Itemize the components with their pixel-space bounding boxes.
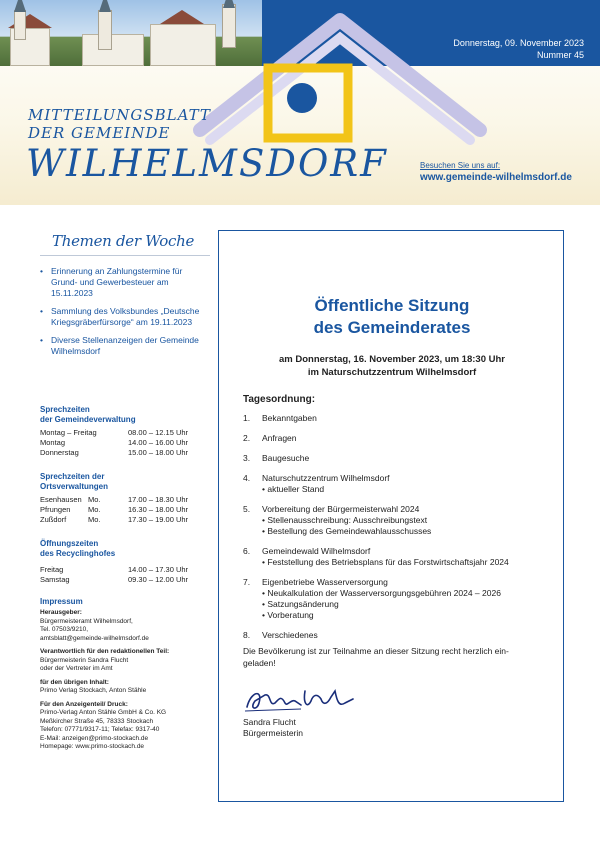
agenda-number: 1. — [243, 413, 251, 423]
meeting-notice — [218, 230, 564, 802]
agenda-text: Anfragen — [262, 433, 297, 443]
themen-list — [40, 266, 210, 357]
section-title-line: Sprechzeiten — [40, 405, 90, 414]
section-title-line: Ortsverwaltungen — [40, 482, 109, 491]
gemeindeverwaltung-section — [40, 405, 210, 458]
agenda-subitem: • Bestellung des Gemeindewahlausschusses — [262, 526, 553, 537]
notice-location-line: im Naturschutzzentrum Wilhelmsdorf — [307, 367, 477, 378]
hours-day: Donnerstag — [40, 448, 79, 457]
hours-row — [40, 448, 210, 458]
impressum-line: Primo-Verlag Anton Stähle GmbH & Co. KG — [40, 709, 167, 716]
agenda-item — [243, 453, 553, 464]
impressum-label: Herausgeber: — [40, 609, 82, 616]
agenda-number: 2. — [243, 433, 251, 443]
themen-header — [40, 230, 210, 256]
hours-row — [40, 495, 210, 505]
impressum-section — [40, 597, 210, 752]
issue-info — [453, 37, 584, 61]
hours-row — [40, 575, 210, 585]
agenda-text: Verschiedenes — [262, 630, 318, 640]
impressum-email[interactable]: amtsblatt@gemeinde-wilhelmsdorf.de — [40, 634, 149, 642]
impressum-email[interactable]: E-Mail: anzeigen@primo-stockach.de — [40, 734, 149, 742]
hours-time: 09.30 – 12.00 Uhr — [128, 575, 189, 584]
hours-row — [40, 565, 210, 575]
agenda-subitem: • Feststellung des Betriebsplans für das Forstwirtschaftsjahr 2024 — [262, 557, 553, 568]
hours-time: 14.00 – 17.30 Uhr — [128, 565, 189, 574]
impressum-line: Primo Verlag Stockach, Anton Stähle — [40, 687, 147, 694]
impressum-line: Bürgermeisterin Sandra Flucht — [40, 656, 129, 664]
impressum-label: Für den Anzeigenteil/ Druck: — [40, 700, 128, 708]
themen-title: Themen der Woche — [52, 232, 195, 250]
agenda-number: 8. — [243, 630, 251, 640]
agenda-text: Naturschutzzentrum Wilhelmsdorf — [262, 473, 390, 483]
sidebar — [40, 230, 210, 752]
impressum-editorial — [40, 648, 210, 674]
notice-date-line: am Donnerstag, 16. November 2023, um 18:30 Uhr — [279, 354, 505, 365]
agenda-number: 7. — [243, 577, 251, 587]
agenda-subitem: • Vorberatung — [262, 610, 553, 621]
hours-day: Freitag — [40, 565, 64, 574]
page-title: WILHELMSDORF — [26, 142, 388, 185]
signer-block — [243, 717, 303, 739]
agenda-number: 4. — [243, 473, 251, 483]
section-title-line: der Gemeindeverwaltung — [40, 415, 136, 424]
hours-row — [40, 428, 210, 438]
agenda-subitem: • Neukalkulation der Wasserversorgungsgebühren 2024 – 2026 — [262, 588, 553, 599]
website-label: Besuchen Sie uns auf: — [420, 161, 501, 170]
website-box — [420, 160, 572, 184]
impressum-label: für den übrigen Inhalt: — [40, 678, 109, 686]
ortsverwaltungen-section — [40, 472, 210, 525]
agenda-item — [243, 473, 553, 495]
themen-item[interactable]: • Diverse Stellenanzeigen der Gemeinde Wilhelmsdorf — [40, 335, 210, 357]
impressum-label: Verantwortlich für den redaktionellen Teil: — [40, 648, 170, 655]
agenda-text: Gemeindewald Wilhelmsdorf — [262, 546, 371, 556]
agenda-heading: Tagesordnung: — [243, 394, 316, 405]
hours-day: Samstag — [40, 575, 70, 584]
impressum-line: Meßkircher Straße 45, 78333 Stockach — [40, 717, 154, 725]
hours-place: Pfrungen — [40, 505, 71, 514]
agenda-text: Baugesuche — [262, 453, 310, 463]
signer-role: Bürgermeisterin — [243, 728, 303, 738]
section-title — [40, 472, 210, 492]
impressum-content — [40, 679, 210, 696]
agenda-subitem: • Satzungsänderung — [262, 599, 553, 610]
hours-time: 16.30 – 18.00 Uhr — [128, 505, 189, 514]
hours-time: 14.00 – 16.00 Uhr — [128, 438, 189, 447]
issue-number: Nummer 45 — [536, 50, 584, 60]
impressum-line: Telefon: 07771/9317-11; Telefax: 9317-40 — [40, 726, 160, 733]
impressum-publisher — [40, 609, 210, 643]
agenda-subitem: • Stellenausschreibung: Ausschreibungstext — [262, 515, 553, 526]
notice-title-line: Öffentliche Sitzung — [314, 296, 470, 315]
agenda-number: 5. — [243, 504, 251, 514]
themen-item[interactable]: • Erinnerung an Zahlungstermine für Grund- und Gewerbesteuer am 15.11.2023 — [40, 266, 210, 299]
closing-line: Die Bevölkerung ist zur Teilnahme an dieser Sitzung recht herzlich ein- — [243, 646, 509, 656]
section-title — [40, 539, 210, 559]
agenda-item — [243, 577, 553, 621]
hours-day: Mo. — [88, 495, 101, 504]
notice-datetime — [219, 353, 565, 379]
section-title — [40, 405, 210, 425]
section-title-line: Öffnungszeiten — [40, 539, 99, 548]
hours-day: Mo. — [88, 515, 101, 524]
hours-time: 08.00 – 12.15 Uhr — [128, 428, 189, 437]
hours-day: Montag — [40, 438, 66, 447]
hours-day: Mo. — [88, 505, 101, 514]
agenda-number: 6. — [243, 546, 251, 556]
notice-title-line: des Gemeinderates — [313, 318, 471, 337]
house-logo-icon — [190, 10, 490, 160]
agenda-text: Eigenbetriebe Wasserversorgung — [262, 577, 388, 587]
themen-item[interactable]: • Sammlung des Volksbundes „Deutsche Kriegsgräberfürsorge“ am 19.11.2023 — [40, 306, 210, 328]
publication-subtitle — [28, 106, 211, 142]
impressum-line: Bürgermeisteramt Wilhelmsdorf, — [40, 617, 133, 625]
section-title-line: des Recyclinghofes — [40, 549, 116, 558]
closing-text — [243, 645, 543, 669]
signer-name: Sandra Flucht — [243, 717, 296, 727]
agenda-text: Bekanntgaben — [262, 413, 317, 423]
hours-table — [40, 428, 210, 458]
hours-row — [40, 515, 210, 525]
hours-place: Zußdorf — [40, 515, 67, 524]
agenda-item — [243, 413, 553, 424]
issue-date: Donnerstag, 09. November 2023 — [453, 38, 584, 48]
hours-table — [40, 495, 210, 525]
agenda-item — [243, 630, 553, 641]
impressum-ads — [40, 701, 210, 752]
agenda-item — [243, 433, 553, 444]
website-link[interactable]: www.gemeinde-wilhelmsdorf.de — [420, 172, 572, 183]
agenda-text: Vorbereitung der Bürgermeisterwahl 2024 — [262, 504, 420, 514]
impressum-title: Impressum — [40, 597, 83, 606]
hours-row — [40, 505, 210, 515]
impressum-line: Tel. 07503/9210, — [40, 626, 89, 633]
notice-title — [219, 295, 565, 339]
recycling-section — [40, 539, 210, 585]
agenda-number: 3. — [243, 453, 251, 463]
hours-day: Montag – Freitag — [40, 428, 97, 437]
closing-line: geladen! — [243, 658, 276, 668]
agenda-item — [243, 504, 553, 537]
title-line1: MITTEILUNGSBLATT — [28, 106, 211, 124]
agenda-list — [243, 413, 553, 650]
hours-row — [40, 438, 210, 448]
agenda-subitem: • aktueller Stand — [262, 484, 553, 495]
hours-table — [40, 565, 210, 585]
title-line2: DER GEMEINDE — [28, 124, 171, 142]
section-title-line: Sprechzeiten der — [40, 472, 105, 481]
hours-time: 17.30 – 19.00 Uhr — [128, 515, 189, 524]
impressum-line: oder der Vertreter im Amt — [40, 665, 113, 672]
signature-image — [241, 681, 361, 717]
impressum-homepage[interactable]: Homepage: www.primo-stockach.de — [40, 743, 145, 750]
hours-time: 15.00 – 18.00 Uhr — [128, 448, 189, 457]
hours-place: Esenhausen — [40, 495, 82, 504]
agenda-item — [243, 546, 553, 568]
hours-time: 17.00 – 18.30 Uhr — [128, 495, 189, 504]
